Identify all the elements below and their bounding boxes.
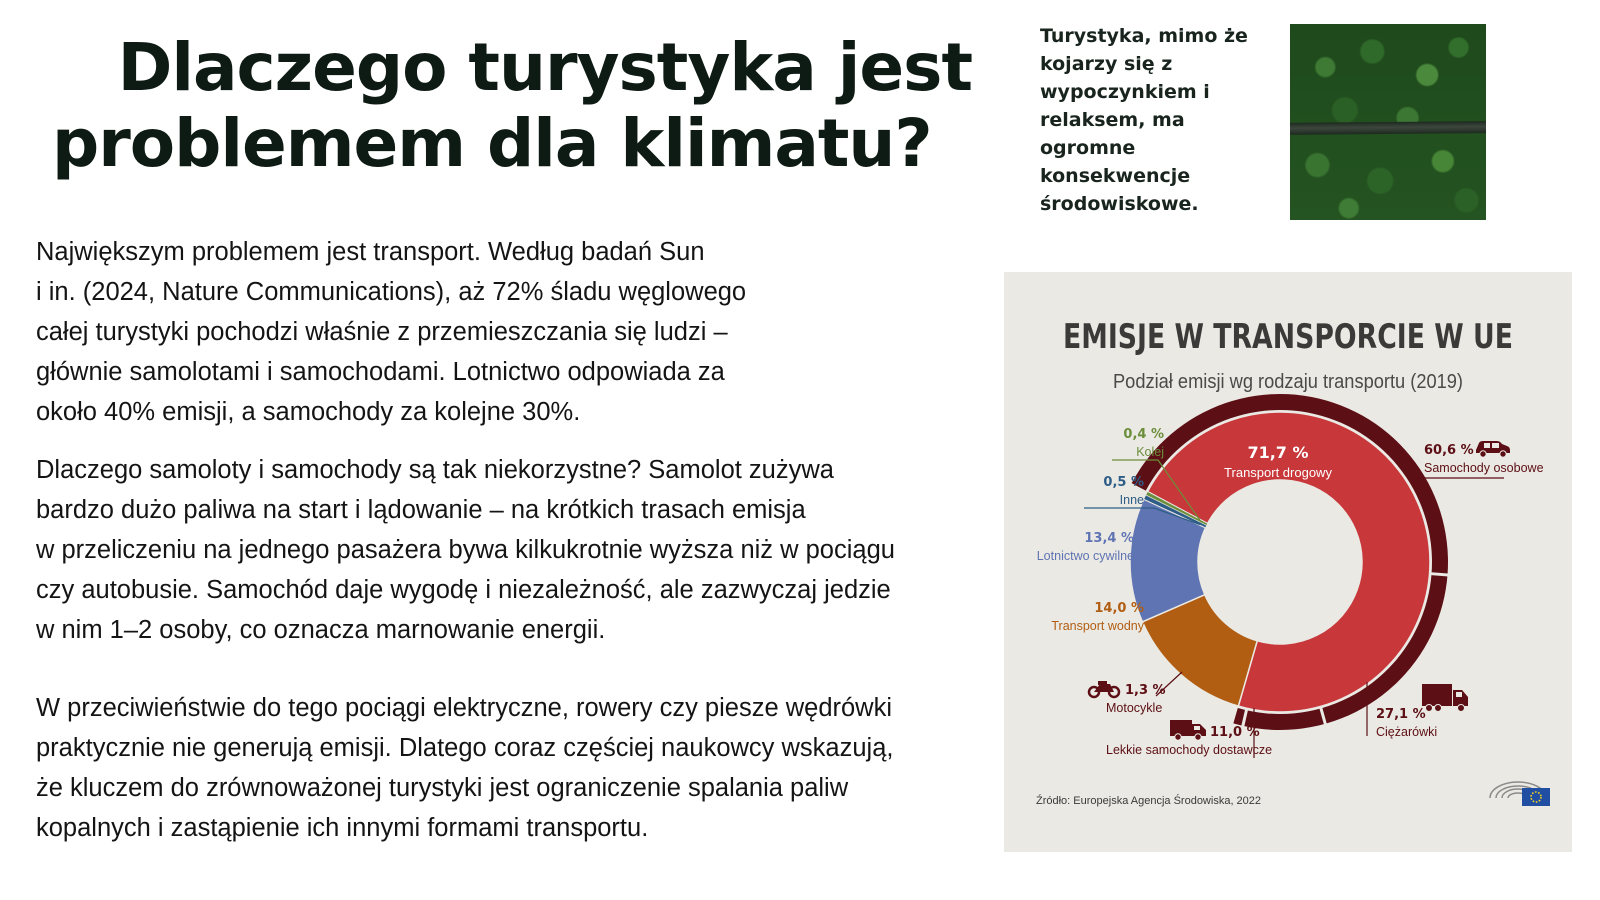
- slice-value-road: 71,7 %: [1247, 443, 1309, 462]
- paragraph-3: W przeciwieństwie do tego pociągi elektryczne, rowery czy piesze wędrówki praktycznie nie generują emisji. Dlatego coraz częściej naukowcy wskazują, że kluczem do zrównoważonej turystyki jest ograniczenie spalania paliw kopalnych i zastąpienie ich innymi formami transportu.: [36, 694, 894, 842]
- slice-value-water: 14,0 %: [1094, 601, 1144, 616]
- motorcycle-icon: [1089, 681, 1119, 697]
- donut-chart: [1004, 272, 1572, 852]
- slice-name-aviation: Lotnictwo cywilne: [1036, 549, 1134, 563]
- breakdown-name-trucks: Ciężarówki: [1376, 725, 1438, 739]
- breakdown-name-cars: Samochody osobowe: [1424, 461, 1544, 475]
- slice-name-other: Inne: [1119, 493, 1144, 507]
- page-title-line-2: problemem dla klimatu?: [52, 105, 932, 182]
- breakdown-name-vans: Lekkie samochody dostawcze: [1106, 743, 1273, 757]
- breakdown-value-cars: 60,6 %: [1424, 443, 1474, 458]
- van-icon: [1170, 720, 1206, 740]
- breakdown-name-motorcycles: Motocykle: [1106, 701, 1163, 715]
- chart-source: Źródło: Europejska Agencja Środowiska, 2022: [1036, 795, 1262, 807]
- breakdown-value-vans: 11,0 %: [1210, 725, 1260, 740]
- paragraph-1: Największym problemem jest transport. Według badań Sun i in. (2024, Nature Communications), aż 72% śladu węglowego całej turystyki pochodzi właśnie z przemieszczania się ludzi – głównie samolotami i samochodami. Lotnictwo odpowiada za około 40% emisji, a samochody za kolejne 30%.: [36, 238, 747, 426]
- chart-title: EMISJE W TRANSPORCIE W UE: [1063, 317, 1513, 357]
- chart-subtitle: Podział emisji wg rodzaju transportu (2019): [1113, 371, 1463, 393]
- body-text: [36, 232, 996, 848]
- car-icon: [1476, 441, 1510, 457]
- slice-name-water: Transport wodny: [1051, 619, 1144, 633]
- slice-value-aviation: 13,4 %: [1084, 531, 1134, 546]
- slice-value-rail: 0,4 %: [1123, 427, 1164, 442]
- eu-parliament-logo: [1490, 782, 1550, 806]
- forest-road-photo: [1290, 24, 1486, 220]
- slice-value-other: 0,5 %: [1103, 475, 1144, 490]
- breakdown-divider-1: [1430, 574, 1452, 576]
- page-title: [52, 30, 992, 182]
- breakdown-value-trucks: 27,1 %: [1376, 707, 1426, 722]
- slice-name-rail: Kolej: [1136, 445, 1164, 459]
- slice-name-road: Transport drogowy: [1224, 465, 1332, 480]
- side-note: Turystyka, mimo że kojarzy się z wypoczynkiem i relaksem, ma ogromne konsekwencje środowiskowe.: [1040, 25, 1248, 215]
- page-title-line-1: Dlaczego turystyka jest: [117, 29, 972, 106]
- paragraph-2: Dlaczego samoloty i samochody są tak niekorzystne? Samolot zużywa bardzo dużo paliwa na start i lądowanie – na krótkich trasach emisja w przeliczeniu na jednego pasażera bywa kilkukrotnie wyższa niż w pociągu czy autobusie. Samochód daje wygodę i niezależność, ale zazwyczaj jedzie w nim 1–2 osoby, co oznacza marnowanie energii.: [36, 456, 895, 644]
- emissions-infographic: [1004, 272, 1572, 852]
- road-stripe: [1290, 121, 1486, 135]
- breakdown-value-motorcycles: 1,3 %: [1125, 683, 1166, 698]
- truck-icon: [1422, 684, 1468, 712]
